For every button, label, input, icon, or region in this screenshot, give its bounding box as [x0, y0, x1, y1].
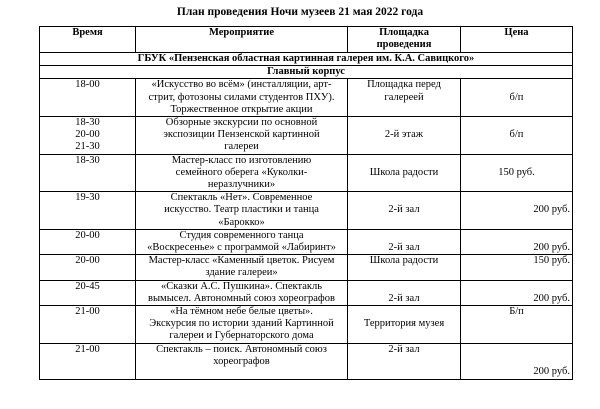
place-cell: 2-й зал [348, 192, 461, 230]
price-cell: б/п [461, 79, 573, 117]
event-cell: «Искусство во всём» (инсталляции, арт- стрит, фотозоны силами студентов ПХУ). Торжественное открытие акции [136, 79, 348, 117]
price-cell: 200 руб. [461, 343, 573, 379]
place-cell: Школа радости [348, 154, 461, 192]
table-row [40, 192, 573, 230]
time-cell: 18-30 [40, 154, 136, 192]
table-row [40, 154, 573, 192]
document-title: План проведения Ночи музеев 21 мая 2022 года [176, 6, 424, 18]
time-cell: 21-00 [40, 306, 136, 344]
organization-name: ГБУК «Пензенская областная картинная галерея им. К.А. Савицкого» [40, 53, 573, 66]
header-time: Время [40, 27, 136, 53]
price-cell: 200 руб. [461, 280, 573, 305]
place-cell: 2-й зал [348, 229, 461, 254]
header-event: Мероприятие [136, 27, 348, 53]
header-place: Площадка проведения [348, 27, 461, 53]
table-row [40, 280, 573, 305]
time-cell: 20-00 [40, 255, 136, 280]
table-row [40, 79, 573, 117]
place-cell: 2-й зал [348, 280, 461, 305]
table-row [40, 306, 573, 344]
time-cell: 19-30 [40, 192, 136, 230]
place-cell: 2-й этаж [348, 117, 461, 155]
header-price: Цена [461, 27, 573, 53]
event-cell: Мастер-класс по изготовлению семейного оберега «Куколки- неразлучники» [136, 154, 348, 192]
time-cell: 20-00 [40, 229, 136, 254]
event-cell: Спектакль «Нет». Современное искусство. Театр пластики и танца «Барокко» [136, 192, 348, 230]
building-name: Главный корпус [40, 66, 573, 79]
event-cell: Обзорные экскурсии по основной экспозиции Пензенской картинной галереи [136, 117, 348, 155]
price-cell: 200 руб. [461, 229, 573, 254]
organization-row [40, 53, 573, 66]
table-row [40, 117, 573, 155]
building-row [40, 66, 573, 79]
table-row [40, 255, 573, 280]
time-cell: 20-45 [40, 280, 136, 305]
price-cell: 200 руб. [461, 192, 573, 230]
header-row [40, 27, 573, 53]
place-cell: Территория музея [348, 306, 461, 344]
price-cell: 150 руб. [461, 154, 573, 192]
place-cell: Площадка перед галереей [348, 79, 461, 117]
place-cell: 2-й зал [348, 343, 461, 379]
time-cell: 21-00 [40, 343, 136, 379]
price-cell: 150 руб. [461, 255, 573, 280]
event-cell: Спектакль – поиск. Автономный союз хореографов [136, 343, 348, 379]
price-cell: Б/п [461, 306, 573, 344]
time-cell: 18-30 20-00 21-30 [40, 117, 136, 155]
price-cell: б/п [461, 117, 573, 155]
schedule-table [39, 26, 573, 380]
place-cell: Школа радости [348, 255, 461, 280]
table-row [40, 343, 573, 379]
event-cell: Мастер-класс «Каменный цветок. Рисуем здание галереи» [136, 255, 348, 280]
event-cell: «Сказки А.С. Пушкина». Спектакль вымысел. Автономный союз хореографов [136, 280, 348, 305]
event-cell: Студия современного танца «Воскресенье» с программой «Лабиринт» [136, 229, 348, 254]
event-cell: «На тёмном небе белые цветы». Экскурсия по истории зданий Картинной галереи и Губернаторского дома [136, 306, 348, 344]
time-cell: 18-00 [40, 79, 136, 117]
table-row [40, 229, 573, 254]
